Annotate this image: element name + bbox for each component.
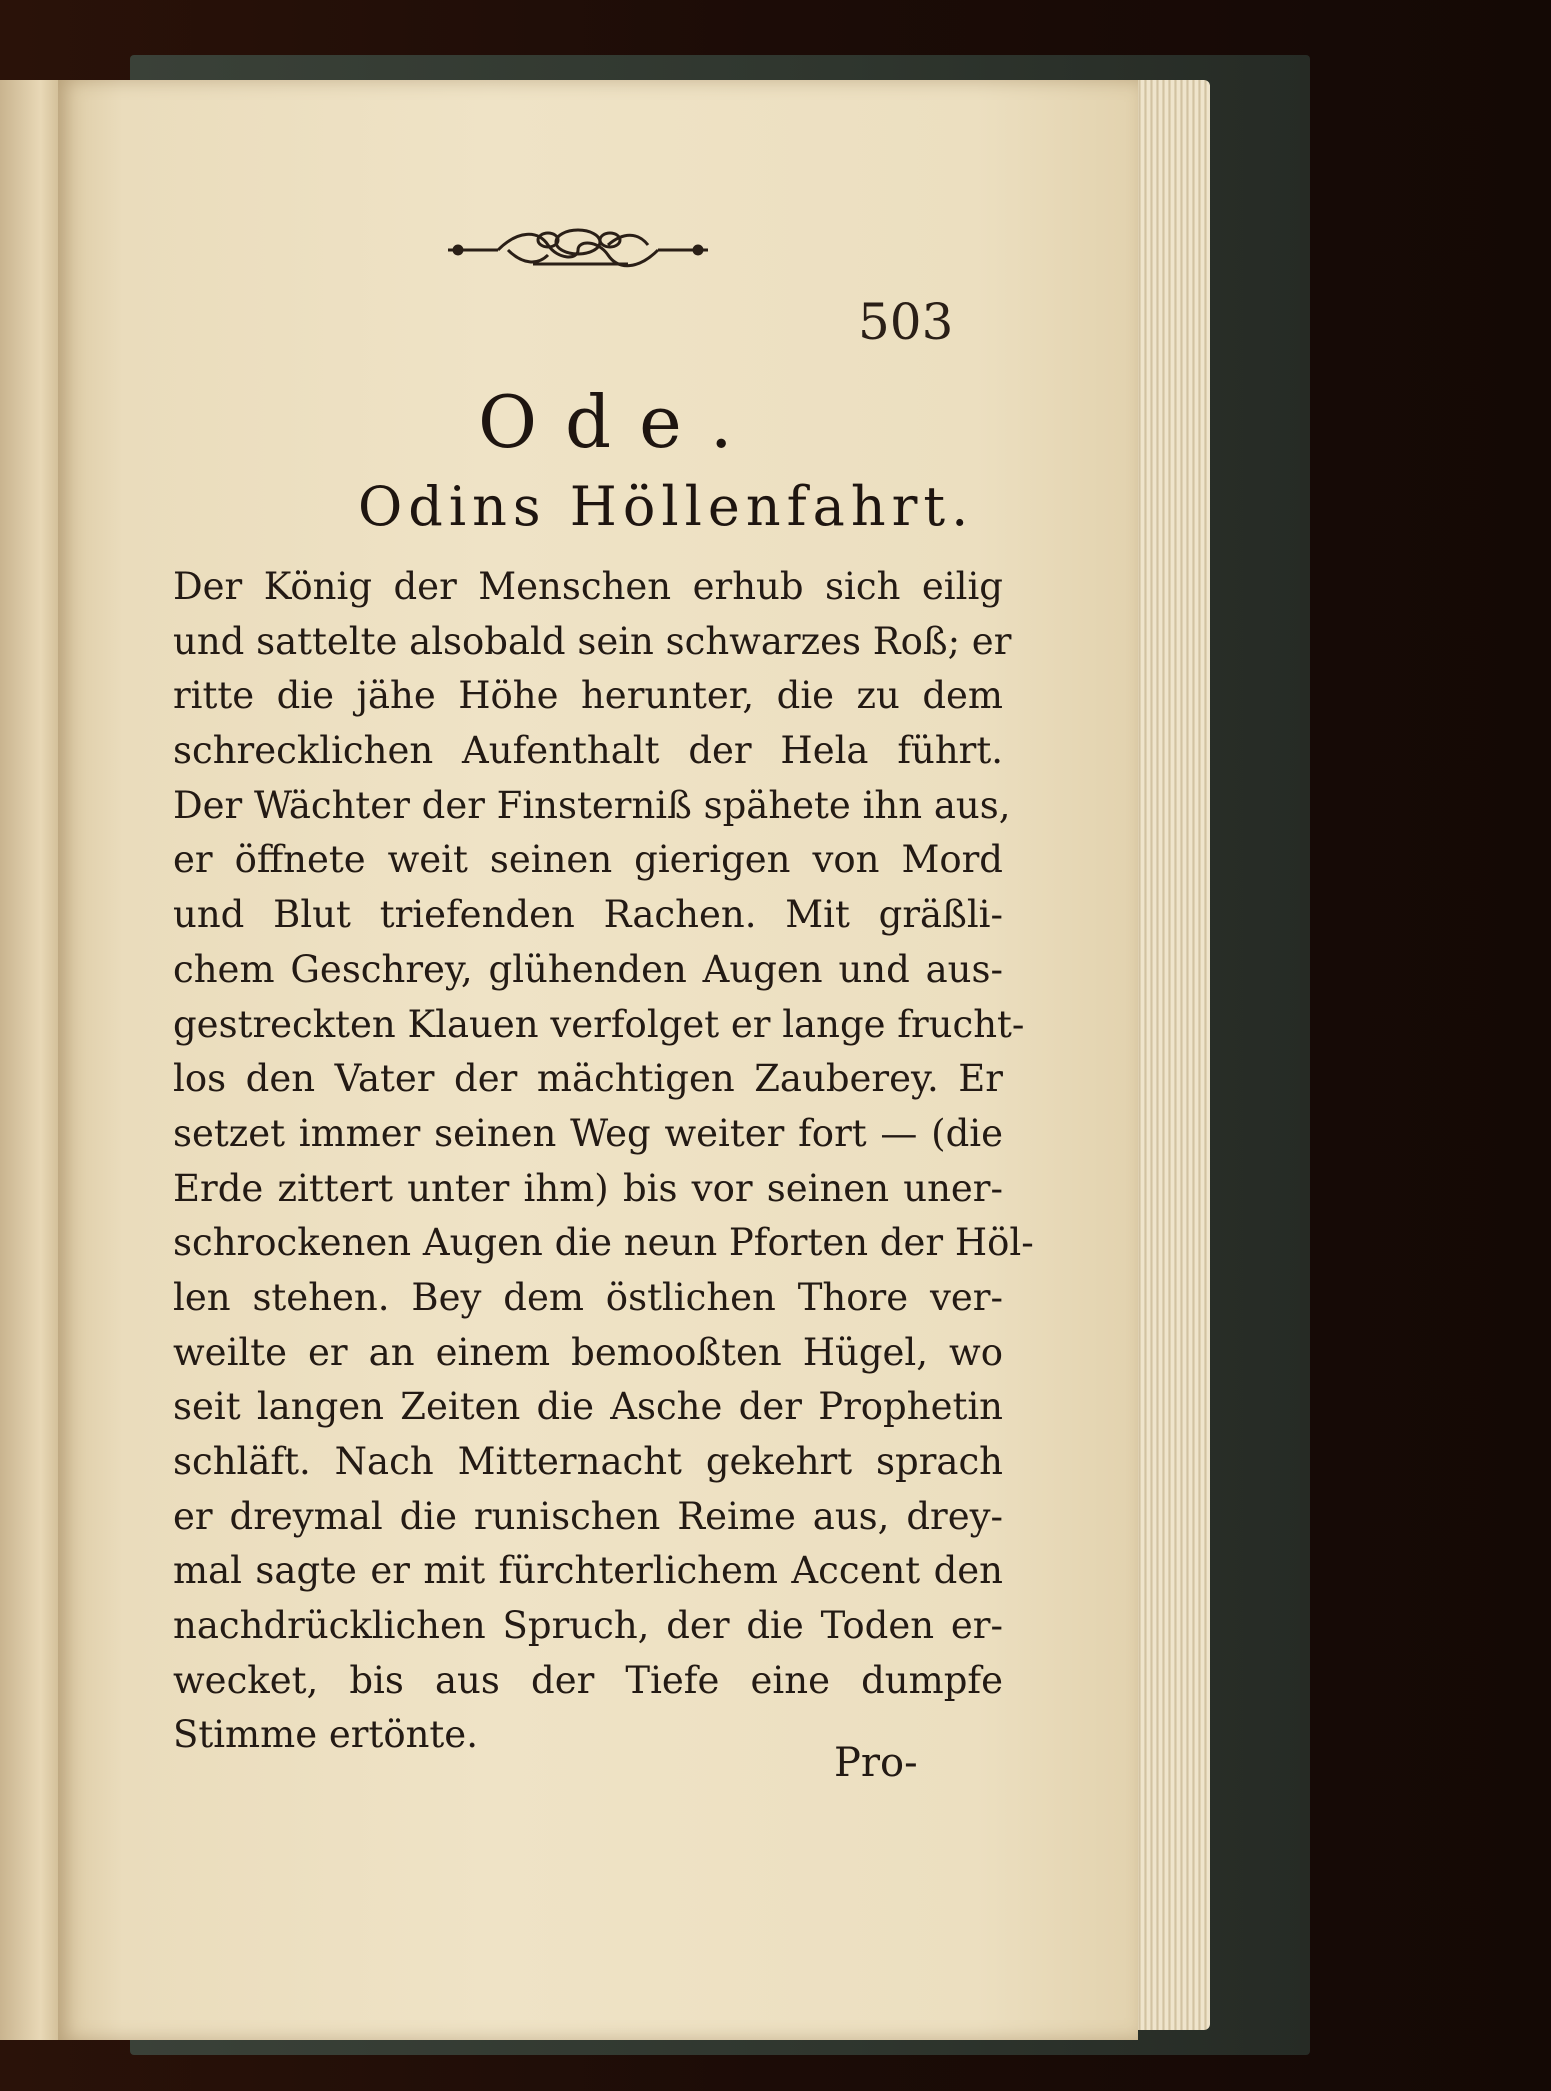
text-line: schläft. Nach Mitternacht gekehrt sprach (173, 1440, 1003, 1483)
text-line: schrockenen Augen die neun Pforten der Höl- (173, 1221, 1034, 1265)
page-number: 503 (858, 293, 954, 351)
text-line: und Blut triefenden Rachen. Mit gräßli- (173, 893, 1003, 937)
text-line: los den Vater der mächtigen Zauberey. Er (173, 1057, 1003, 1101)
text-line: Stimme ertönte. (173, 1713, 478, 1757)
text-line: und sattelte alsobald sein schwarzes Roß; er (173, 619, 1012, 663)
previous-page-edge (0, 80, 60, 2040)
body-text (173, 560, 1034, 1763)
text-line: Der Wächter der Finsterniß spähete ihn aus, (173, 783, 1011, 827)
text-line: ritte die jähe Höhe herunter, die zu dem (173, 674, 1003, 718)
text-line: er dreymal die runischen Reime aus, drey- (173, 1494, 1003, 1538)
text-line: Der König der Menschen erhub sich eilig (173, 565, 1003, 608)
text-line: gestreckten Klauen verfolget er lange frucht- (173, 1002, 1025, 1046)
text-line: nachdrücklichen Spruch, der die Toden er- (173, 1604, 1003, 1648)
text-line: wecket, bis aus der Tiefe eine dumpfe (173, 1658, 1003, 1702)
text-line: weilte er an einem bemooßten Hügel, wo (173, 1330, 1003, 1374)
text-line: mal sagte er mit fürchterlichem Accent den (173, 1549, 1003, 1593)
page-edges (1135, 80, 1210, 2030)
text-line: schrecklichen Aufenthalt der Hela führt. (173, 729, 1003, 773)
ornament-icon (438, 220, 718, 280)
text-line: len stehen. Bey dem östlichen Thore ver- (173, 1275, 1003, 1319)
text-line: er öffnete weit seinen gierigen von Mord (173, 838, 1003, 882)
text-line: seit langen Zeiten die Asche der Prophetin (173, 1385, 1003, 1429)
page-title: Ode. (478, 380, 761, 464)
text-line: Erde zittert unter ihm) bis vor seinen uner- (173, 1166, 1003, 1210)
page-subtitle: Odins Höllenfahrt. (358, 475, 975, 538)
book-page (58, 80, 1138, 2040)
text-line: setzet immer seinen Weg weiter fort — (die (173, 1111, 1003, 1155)
catchword: Pro- (834, 1740, 918, 1786)
text-line: chem Geschrey, glühenden Augen und aus- (173, 947, 1003, 991)
